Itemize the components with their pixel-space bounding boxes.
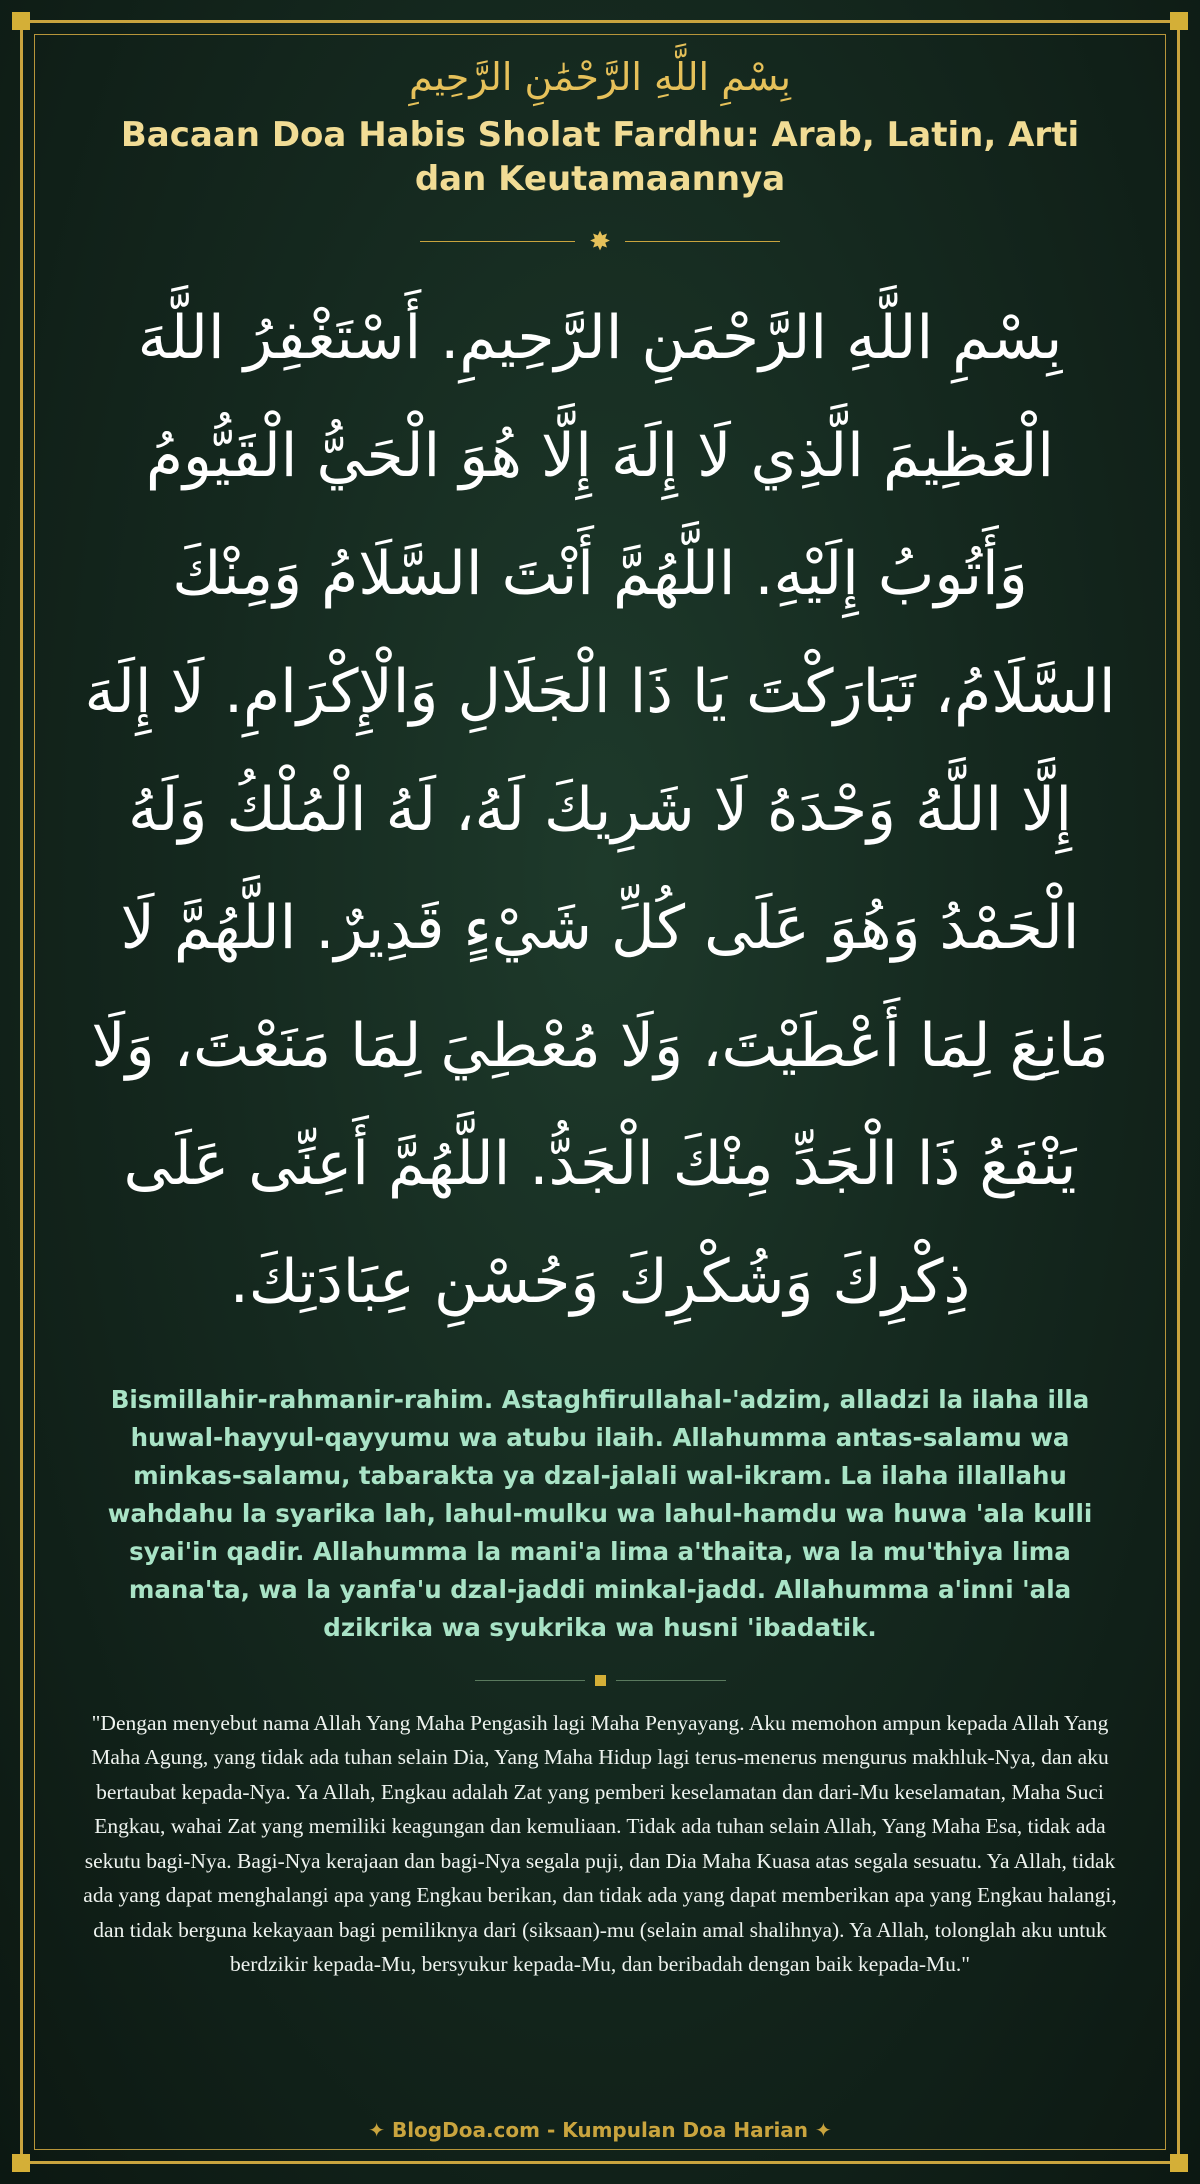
corner-ornament-bottom-left <box>12 2154 30 2172</box>
star-ornament-icon: ✸ <box>589 226 611 257</box>
divider-line-right <box>616 1680 726 1681</box>
corner-ornament-top-left <box>12 12 30 30</box>
corner-ornament-bottom-right <box>1170 2154 1188 2172</box>
title-divider <box>80 226 1120 257</box>
divider-line-left <box>420 241 575 243</box>
square-ornament-icon <box>595 1675 606 1686</box>
footer-credit: ✦ BlogDoa.com - Kumpulan Doa Harian ✦ <box>368 2118 832 2142</box>
corner-ornament-top-right <box>1170 12 1188 30</box>
doa-translation: "Dengan menyebut nama Allah Yang Maha Pengasih lagi Maha Penyayang. Aku memohon ampun kepada Allah Yang Maha Agung, yang tidak ada tuhan selain Dia, Yang Maha Hidup lagi terus-menerus mengurus makhluk-Nya, dan aku bertaubat kepada-Nya. Ya Allah, Engkau adalah Zat yang pemberi keselamatan dan dari-Mu keselamatan, Maha Suci Engkau, wahai Zat yang memiliki keagungan dan kemuliaan. Tidak ada tuhan selain Allah, Yang Maha Esa, tidak ada sekutu bagi-Nya. Bagi-Nya kerajaan dan bagi-Nya segala puji, dan Dia Maha Kuasa atas segala sesuatu. Ya Allah, tidak ada yang dapat menghalangi apa yang Engkau berikan, dan tidak ada yang dapat memberikan apa yang Engkau halangi, dan tidak berguna kekayaan bagi pemiliknya dari (siksaan)-mu (selain amal shalihnya). Ya Allah, tolonglah aku untuk berdzikir kepada-Mu, bersyukur kepada-Mu, dan beribadah dengan baik kepada-Mu." <box>83 1710 1117 1977</box>
basmala-heading: بِسْمِ اللَّهِ الرَّحْمَٰنِ الرَّحِيمِ <box>409 55 791 99</box>
section-divider <box>80 1675 1120 1686</box>
divider-line-left <box>475 1680 585 1681</box>
page-title: Bacaan Doa Habis Sholat Fardhu: Arab, Latin, Arti dan Keutamaannya <box>120 114 1080 199</box>
doa-arabic-text: بِسْمِ اللَّهِ الرَّحْمَنِ الرَّحِيمِ. أَسْتَغْفِرُ اللَّهَ الْعَظِيمَ الَّذِي لَا إِلَهَ إِلَّا هُوَ الْحَيُّ الْقَيُّومُ وَأَتُوبُ إِلَيْهِ. اللَّهُمَّ أَنْتَ السَّلَامُ وَمِنْكَ السَّلَامُ، تَبَارَكْتَ يَا ذَا الْجَلَالِ وَالْإِكْرَامِ. لَا إِلَهَ إِلَّا اللَّهُ وَحْدَهُ لَا شَرِيكَ لَهُ، لَهُ الْمُلْكُ وَلَهُ الْحَمْدُ وَهُوَ عَلَى كُلِّ شَيْءٍ قَدِيرٌ. اللَّهُمَّ لَا مَانِعَ لِمَا أَعْطَيْتَ، وَلَا مُعْطِيَ لِمَا مَنَعْتَ، وَلَا يَنْفَعُ ذَا الْجَدِّ مِنْكَ الْجَدُّ. اللَّهُمَّ أَعِنِّى عَلَى ذِكْرِكَ وَشُكْرِكَ وَحُسْنِ عِبَادَتِكَ. <box>84 302 1116 1317</box>
divider-line-right <box>625 241 780 243</box>
main-content <box>80 0 1120 1982</box>
doa-latin-transliteration: Bismillahir-rahmanir-rahim. Astaghfirullahal-'adzim, alladzi la ilaha illa huwal-hayyul-qayyumu wa atubu ilaih. Allahumma antas-salamu wa minkas-salamu, tabarakta ya dzal-jalali wal-ikram. La ilaha illallahu wahdahu la syarika lah, lahul-mulku wa lahul-hamdu wa huwa 'ala kulli syai'in qadir. Allahumma la mani'a lima a'thaita, wa la mu'thiya lima mana'ta, wa la yanfa'u dzal-jaddi minkal-jadd. Allahumma a'inni 'ala dzikrika wa syukrika wa husni 'ibadatik. <box>107 1384 1093 1642</box>
